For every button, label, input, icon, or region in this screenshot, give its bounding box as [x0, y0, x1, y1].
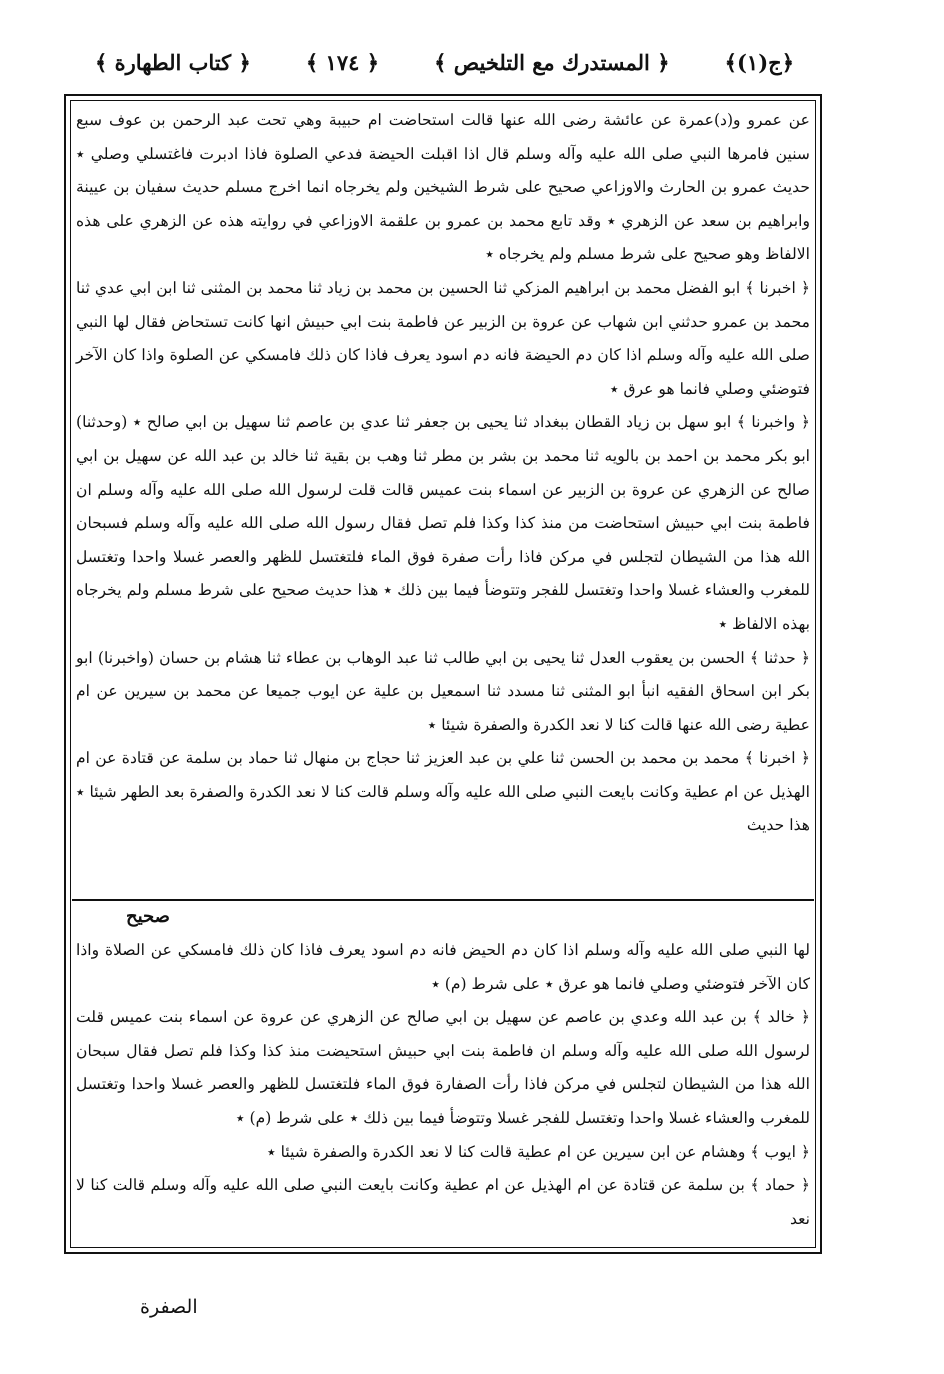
- paragraph: ﴿ واخبرنا ﴾ ابو سهل بن زياد القطان ببغداد ثنا يحيى بن جعفر ثنا عدي بن عاصم ثنا سهيل بن ابي صالح ٭ (وحدثنا) ابو بكر محمد بن احمد بن بالويه ثنا محمد بن بشر بن مطر ثنا وهب بن بقية ثنا خالد بن عبد الله عن سهيل بن ابي صالح عن الزهري عن عروة بن الزبير عن اسماء بنت عميس قالت قلت لرسول الله صلى الله عليه وآله وسلم ان فاطمة بنت ابي حبيش استحاضت من منذ كذا وكذا فلم تصل فقال رسول الله صلى الله عليه وآله وسلم فسبحان الله هذا من الشيطان لتجلس في مركن فاذا رأت صفرة فوق الماء فلتغتسل للظهر والعصر غسلا واحدا وتغتسل للمغرب والعشاء غسلا واحدا وتغتسل للفجر وتتوضأ فيما بين ذلك ٭ هذا حديث صحيح على شرط مسلم ولم يخرجاه بهذه الالفاظ ٭: [76, 413, 810, 633]
- paragraph: ﴿ حدثنا ﴾ الحسن بن يعقوب العدل ثنا يحيى بن ابي طالب ثنا عبد الوهاب بن عطاء ثنا هشام بن حسان (واخبرنا) ابو بكر ابن اسحاق الفقيه انبأ ابو المثنى ثنا مسدد ثنا اسمعيل بن علية عن ايوب جميعا عن محمد بن سيرين عن ام عطية رضى الله عنها قالت كنا لا نعد الكدرة والصفرة شيئا ٭: [76, 648, 810, 734]
- text-frame: [64, 94, 822, 1254]
- paragraph: ﴿ ايوب ﴾ وهشام عن ابن سيرين عن ام عطية قالت كنا لا نعد الكدرة والصفرة شيئا ٭: [267, 1142, 810, 1161]
- main-text: [76, 104, 810, 843]
- paragraph: ﴿ اخبرنا ﴾ محمد بن محمد بن الحسن ثنا علي بن عبد العزيز ثنا حجاج بن منهال ثنا حماد بن سلمة عن قتادة عن ام الهذيل عن ام عطية وكانت بايعت النبي صلى الله عليه وآله وسلم قالت كنا لا نعد الكدرة والصفرة بعد الطهر شيئا ٭ هذا حديث: [76, 749, 810, 835]
- page-number: ﴿ ١٧٤ ﴾: [305, 49, 380, 75]
- catchword: صحيح: [126, 906, 170, 927]
- paragraph: عن عمرو و(د)عمرة عن عائشة رضى الله عنها قالت استحاضت ام حبيبة وهي تحت عبد الرحمن بن عوف سبع سنين فامرها النبي صلى الله عليه وآله وسلم قال اذا اقبلت الحيضة فدعي الصلوة فاذا ادبرت فاغتسلي وصلي ٭ حديث عمرو بن الحارث والاوزاعي صحيح على شرط الشيخين ولم يخرجاه انما اخرج مسلم حديث سفيان بن عيينة وابراهيم بن سعد عن الزهري ٭ وقد تابع محمد بن عمرو بن علقمة الاوزاعي في روايته هذه عن الزهري على هذه الالفاظ وهو صحيح على شرط مسلم ولم يخرجاه ٭: [76, 111, 810, 264]
- section-divider: [72, 899, 814, 901]
- page-header: [95, 42, 794, 82]
- paragraph: ﴿ حماد ﴾ بن سلمة عن قتادة عن ام الهذيل عن ام عطية وكانت بايعت النبي صلى الله عليه وآله وسلم قالت كنا لا نعد: [76, 1176, 810, 1228]
- talkhis-text: [76, 934, 810, 1236]
- footer-catchword: الصفرة: [140, 1296, 198, 1318]
- paragraph: لها النبي صلى الله عليه وآله وسلم اذا كان دم الحيض فانه دم اسود يعرف فاذا كان ذلك فامسكي عن الصلاة واذا كان الآخر فتوضئي وصلي فانما هو عرق ٭ على شرط (م) ٭: [76, 941, 810, 993]
- running-title: ﴿ المستدرك مع التلخيص ﴾: [434, 49, 670, 75]
- volume-label: ﴿ج(١)﴾: [724, 49, 794, 75]
- paragraph: ﴿ خالد ﴾ بن عبد الله وعدي بن عاصم عن سهيل بن ابي صالح عن الزهري عن عروة عن اسماء بنت عميس قلت لرسول الله صلى الله عليه وآله وسلم ان فاطمة بنت ابي حبيش استحيضت منذ كذا وكذا فلم تصل فقال سبحان الله هذا من الشيطان لتجلس في مركن فاذا رأت الصفارة فوق الماء فلتغتسل للظهر والعصر غسلا واحدا وتغتسل للمغرب والعشاء غسلا واحدا وتغتسل للفجر غسلا وتتوضأ فيما بين ذلك ٭ على شرط (م) ٭: [76, 1008, 810, 1127]
- paragraph: ﴿ اخبرنا ﴾ ابو الفضل محمد بن ابراهيم المزكي ثنا الحسين بن محمد بن زياد ثنا محمد بن المثنى ثنا ابن ابي عدي ثنا محمد بن عمرو حدثني ابن شهاب عن عروة بن الزبير عن فاطمة بنت ابي حبيش انها كانت تستحاض فقال لها النبي صلى الله عليه وآله وسلم اذا كان دم الحيضة فانه دم اسود يعرف فاذا كان ذلك فامسكي عن الصلوة واذا كان الآخر فتوضئي وصلي فانما هو عرق ٭: [76, 278, 810, 398]
- book-title: ﴿ كتاب الطهارة ﴾: [95, 49, 251, 75]
